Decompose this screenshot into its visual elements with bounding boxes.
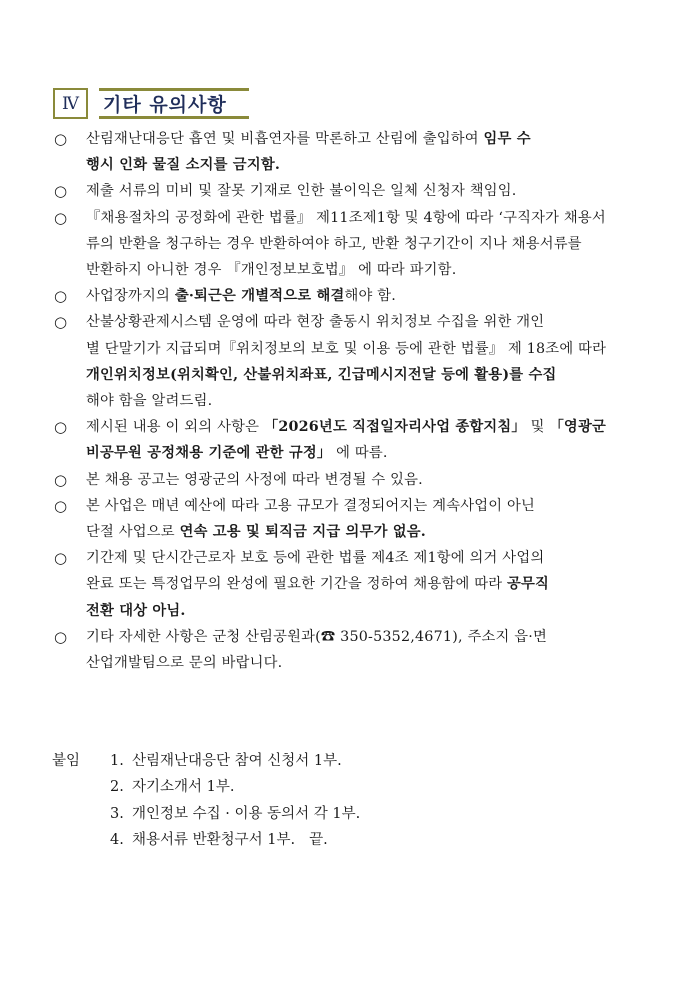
end-mark: 끝. [309, 832, 328, 849]
notice-line [86, 598, 644, 624]
attachment-number: 4. [110, 832, 124, 849]
notice-line [86, 126, 644, 152]
attachment-number: 3. [110, 805, 124, 822]
circle-bullet-icon: ○ [54, 313, 68, 332]
circle-bullet-icon: ○ [54, 130, 68, 148]
body-text: 산림재난대응단 흡연 및 비흡연자를 막론하고 산림에 출입하여 [86, 131, 484, 147]
notice-line [86, 519, 644, 545]
body-text: 단절 사업으로 [86, 524, 180, 541]
body-text: 『채용절차의 공정화에 관한 법률』 제11조제1항 및 4항에 따라 ‘구직자가 채용서 [86, 209, 606, 226]
attachment-text: 자기소개서 1부. [132, 779, 235, 796]
body-text: 및 [525, 419, 550, 436]
notice-line [86, 650, 644, 676]
emphasis-text: 임무 수 [483, 131, 531, 147]
attachment-item [110, 774, 360, 800]
body-text: 사업장까지의 [86, 288, 175, 305]
notice-line [86, 362, 644, 388]
notice-item [54, 126, 644, 178]
body-text: 산업개발팀으로 문의 바랍니다. [86, 655, 283, 672]
body-text: 산불상황관제시스템 운영에 따라 현장 출동시 위치정보 수집을 위한 개인 [86, 314, 545, 331]
notice-line [86, 467, 644, 493]
circle-bullet-icon: ○ [54, 496, 68, 515]
notice-line [86, 493, 644, 519]
circle-bullet-icon: ○ [54, 208, 68, 227]
notice-line [86, 178, 644, 204]
notice-item [54, 624, 644, 676]
notice-line [86, 545, 644, 571]
circle-bullet-icon: ○ [54, 549, 68, 568]
emphasis-text: 출·퇴근은 개별적으로 해결 [174, 288, 345, 305]
body-text: 완료 또는 특정업무의 완성에 필요한 기간을 정하여 채용함에 따라 [86, 576, 507, 593]
attachments-list [110, 748, 360, 854]
section-header [53, 88, 249, 119]
section-number-box [53, 88, 88, 119]
notice-line [86, 309, 644, 335]
notice-line [86, 257, 644, 283]
body-text: 에 따름. [331, 445, 388, 462]
notice-line [86, 152, 644, 178]
emphasis-text: 공무직 [507, 576, 550, 593]
notice-line [86, 414, 644, 440]
attachment-number: 1. [110, 753, 124, 769]
notice-item [54, 309, 644, 414]
attachment-item [110, 827, 360, 853]
section-title: 기타 유의사항 [103, 94, 227, 116]
attachments-label: 붙임 [52, 753, 81, 769]
notice-item [54, 467, 644, 493]
body-text: 본 사업은 매년 예산에 따라 고용 규모가 결정되어지는 계속사업이 아닌 [86, 497, 536, 514]
emphasis-text: 연속 고용 및 퇴직금 지급 의무가 없음. [179, 524, 426, 541]
notice-list [54, 126, 644, 676]
attachment-item [110, 748, 360, 774]
body-text: 해야 함. [344, 288, 396, 305]
attachment-text: 채용서류 반환청구서 1부. [132, 832, 296, 849]
notice-item [54, 414, 644, 466]
body-text: 류의 반환을 청구하는 경우 반환하여야 하고, 반환 청구기간이 지나 채용서류를 [86, 235, 582, 252]
notice-line [86, 624, 644, 650]
notice-line [86, 571, 644, 597]
body-text: 해야 함을 알려드림. [86, 393, 213, 410]
body-text: 제출 서류의 미비 및 잘못 기재로 인한 불이익은 일체 신청자 책임임. [86, 183, 517, 200]
body-text: 제시된 내용 이 외의 사항은 [86, 419, 264, 436]
section-number: Ⅳ [62, 93, 79, 113]
circle-bullet-icon: ○ [54, 627, 68, 646]
notice-item [54, 283, 644, 309]
notice-item [54, 545, 644, 624]
notice-line [86, 231, 644, 257]
attachment-number: 2. [110, 779, 124, 796]
body-text: 별 단말기가 지급되며『위치정보의 보호 및 이용 등에 관한 법률』 제 18조에 따라 [86, 340, 607, 357]
notice-line [86, 205, 644, 231]
body-text: 기간제 및 단시간근로자 보호 등에 관한 법률 제4조 제1항에 의거 사업의 [86, 550, 545, 567]
circle-bullet-icon: ○ [54, 418, 68, 437]
attachment-text: 산림재난대응단 참여 신청서 1부. [132, 753, 342, 769]
circle-bullet-icon: ○ [54, 287, 68, 306]
body-text: 반환하지 아니한 경우 『개인정보보호법』 에 따라 파기함. [86, 262, 457, 279]
notice-item [54, 178, 644, 204]
emphasis-text: 행시 인화 물질 소지를 금지함. [86, 157, 281, 174]
notice-line [86, 336, 644, 362]
emphasis-text: 개인위치정보(위치확인, 산불위치좌표, 긴급메시지전달 등에 활용)를 수집 [86, 366, 557, 383]
notice-line [86, 283, 644, 309]
emphasis-text: 비공무원 공정채용 기준에 관한 규정」 [86, 445, 332, 462]
notice-line [86, 388, 644, 414]
notice-item [54, 493, 644, 545]
circle-bullet-icon: ○ [54, 182, 68, 201]
emphasis-text: 「영광군 [549, 419, 606, 436]
body-text: 본 채용 공고는 영광군의 사정에 따라 변경될 수 있음. [86, 471, 423, 488]
circle-bullet-icon: ○ [54, 470, 68, 489]
body-text: 기타 자세한 사항은 군청 산림공원과(☎ 350-5352,4671), 주소지 읍·면 [86, 628, 547, 645]
attachment-text: 개인정보 수집 · 이용 동의서 각 1부. [132, 805, 361, 822]
notice-line [86, 440, 644, 466]
section-title-band [99, 88, 249, 119]
notice-item [54, 205, 644, 284]
emphasis-text: 전환 대상 아님. [86, 602, 186, 619]
attachment-item [110, 801, 360, 827]
emphasis-text: 「2026년도 직접일자리사업 종합지침」 [263, 419, 526, 436]
